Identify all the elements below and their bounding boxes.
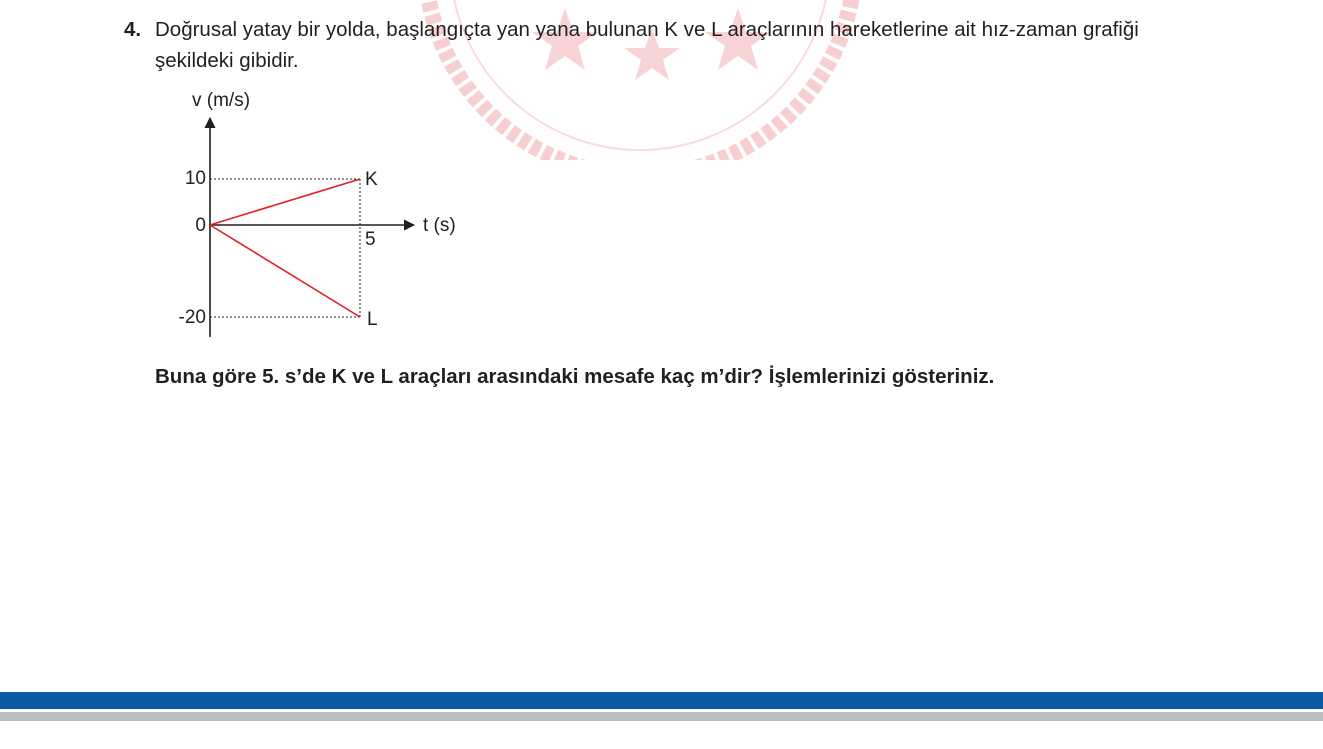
y-tick-minus-20: -20 xyxy=(178,307,206,328)
x-tick-5: 5 xyxy=(365,229,376,250)
velocity-time-chart xyxy=(160,86,480,348)
question-text: Doğrusal yatay bir yolda, başlangıçta yan yana bulunan K ve L araçlarının hareketlerine ait hız-zaman grafiği şekildeki gibidir. xyxy=(155,18,1139,72)
y-axis-label: v (m/s) xyxy=(192,90,251,111)
question-prompt: Buna göre 5. s’de K ve L araçları arasındaki mesafe kaç m’dir? İşlemlerinizi gösteriniz. xyxy=(155,365,995,388)
footer-band-blue xyxy=(0,692,1323,709)
series-label-l: L xyxy=(367,309,378,330)
series-k-line xyxy=(210,179,360,225)
y-tick-10: 10 xyxy=(184,168,206,189)
question-number: 4. xyxy=(124,18,142,41)
y-tick-0: 0 xyxy=(195,215,206,236)
series-label-k: K xyxy=(365,169,378,190)
series-l-line xyxy=(210,225,360,317)
x-axis-label: t (s) xyxy=(423,215,456,236)
footer-band-gray xyxy=(0,712,1323,721)
